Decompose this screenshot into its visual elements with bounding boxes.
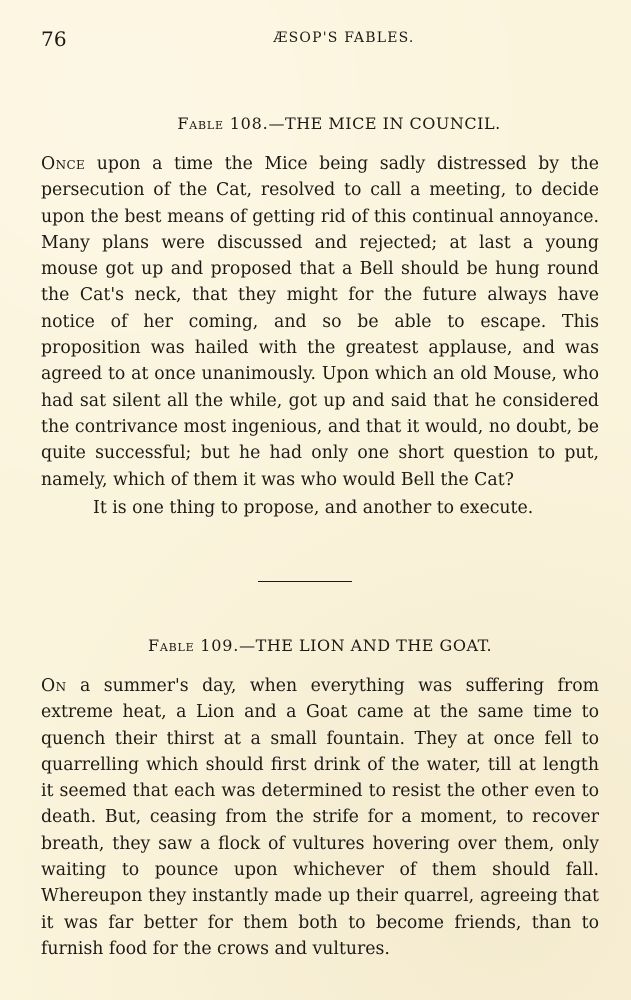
- fable-body: [41, 151, 599, 493]
- fable-label: Fable 109.: [147, 636, 240, 655]
- running-title: ÆSOP'S FABLES.: [273, 30, 415, 46]
- fable-first-word: On: [41, 676, 67, 696]
- fable-title: [41, 635, 599, 657]
- fable-title-text: —THE MICE IN COUNCIL.: [268, 114, 501, 133]
- fable-body: [41, 673, 599, 962]
- section-divider: [258, 581, 352, 582]
- fable-moral: It is one thing to propose, and another to execute.: [93, 497, 534, 518]
- fable-body-text: a summer's day, when everything was suffering from extreme heat, a Lion and a Goat came at the same time to quench their thirst at a small fountain. They at once fell to quarrelling which should first drink of the water, till at length it seemed that each was determined to resist the other even to death. But, ceasing from the strife for a moment, to recover breath, they saw a flock of vultures hovering over them, only waiting to pounce upon whichever of them should fall. Whereupon they instantly made up their quarrel, agreeing that it was far better for them both to become friends, than to furnish food for the crows and vultures.: [41, 676, 599, 959]
- fable-body-text: upon a time the Mice being sadly distressed by the persecution of the Cat, resolved to call a meeting, to decide upon the best means of getting rid of this continual annoyance. Many plans were discussed and rejected; at last a young mouse got up and proposed that a Bell should be hung round the Cat's neck, that they might for the future always have notice of her coming, and so be able to escape. This proposition was hailed with the greatest applause, and was agreed to at once unanimously. Upon which an old Mouse, who had sat silent all the while, got up and said that he considered the contrivance most ingenious, and that it would, no doubt, be quite successful; but he had only one short question to put, namely, which of them it was who would Bell the Cat?: [41, 154, 599, 490]
- page-header: [41, 27, 599, 49]
- fable-label: Fable 108.: [177, 114, 269, 133]
- fable-first-word: Once: [41, 154, 86, 174]
- fable-title: [41, 113, 599, 135]
- page-number: 76: [41, 27, 67, 51]
- fable-title-text: —THE LION AND THE GOAT.: [239, 636, 493, 655]
- fable-109: [41, 635, 599, 962]
- fable-108: [41, 113, 599, 521]
